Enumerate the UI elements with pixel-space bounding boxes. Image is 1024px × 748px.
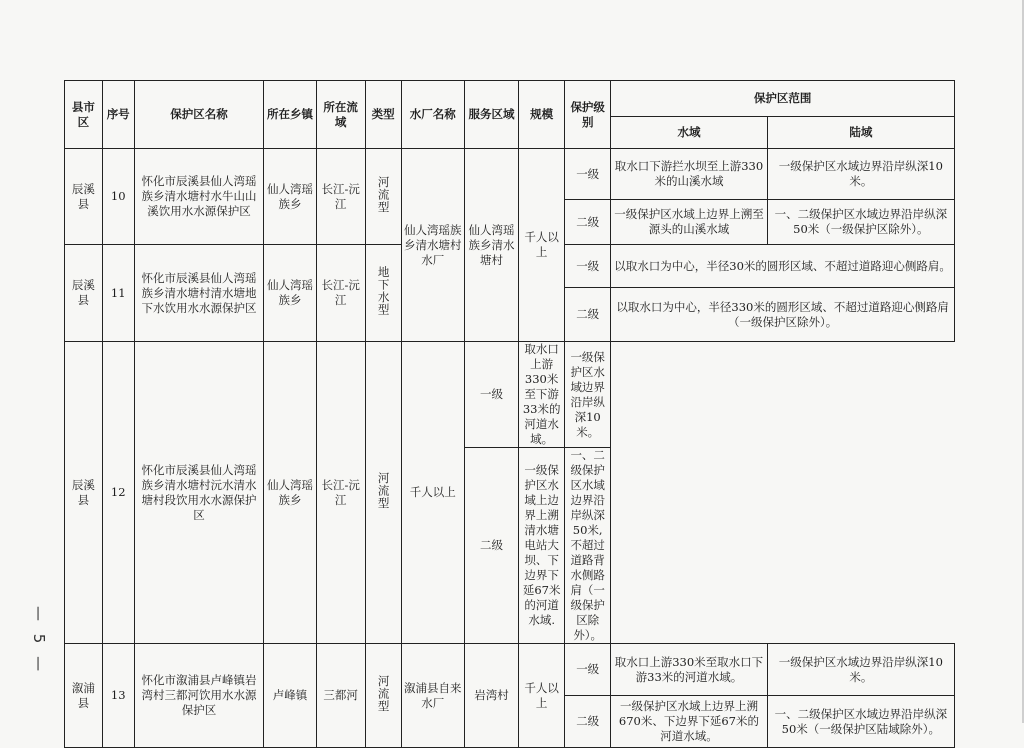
header-plant: 水厂名称: [401, 81, 464, 149]
name-cell: 怀化市辰溪县仙人湾瑶族乡清水塘村沅水清水塘村段饮用水水源保护区: [134, 342, 264, 644]
water-cell: 一级保护区水域上边界上溯670米、下边界下延67米的河道水域。: [611, 696, 768, 748]
header-seq: 序号: [102, 81, 134, 149]
water-cell: 一级保护区水域上边界上溯清水塘电站大坝、下边界下延67米的河道水域.: [519, 448, 565, 644]
header-level: 保护级别: [565, 81, 611, 149]
header-county: 县市区: [65, 81, 103, 149]
scale-cell: 千人以上: [519, 149, 565, 342]
land-cell: 一级保护区水域边界沿岸纵深10米。: [767, 644, 954, 696]
seq-cell: 12: [102, 342, 134, 644]
county-cell: 溆浦县: [65, 644, 103, 748]
water-cell: 取水口上游330米至取水口下游33米的河道水域。: [611, 644, 768, 696]
seq-cell: 10: [102, 149, 134, 245]
town-cell: 卢峰镇: [264, 644, 316, 748]
table-row: [65, 644, 955, 696]
name-cell: 怀化市辰溪县仙人湾瑶族乡清水塘村清水塘地下水饮用水水源保护区: [134, 245, 264, 342]
page-number: — 5 —: [30, 606, 48, 676]
land-cell: 一、二级保护区水域边界沿岸纵深50米（一级保护区除外）。: [767, 200, 954, 245]
protection-area-table: [64, 80, 955, 748]
town-cell: 仙人湾瑶族乡: [264, 245, 316, 342]
type-text: 河流型: [376, 175, 391, 214]
shared-plant-cell: 仙人湾瑶族乡清水塘村水厂: [401, 149, 464, 342]
merged-range-cell: 以取水口为中心，半径30米的圆形区域、不超过道路迎心侧路肩。: [611, 245, 955, 288]
level-cell: 二级: [464, 448, 518, 644]
water-cell: 一级保护区水域上边界上溯至源头的山溪水域: [611, 200, 768, 245]
level-cell: 二级: [565, 696, 611, 748]
seq-cell: 11: [102, 245, 134, 342]
water-cell: 取水口上游330米至下游33米的河道水域。: [519, 342, 565, 448]
header-land: 陆域: [767, 117, 954, 149]
basin-cell: 长江-沅江: [316, 245, 365, 342]
header-town: 所在乡镇: [264, 81, 316, 149]
type-cell: [365, 245, 401, 342]
seq-cell: 13: [102, 644, 134, 748]
header-type: 类型: [365, 81, 401, 149]
land-cell: 一级保护区水域边界沿岸纵深10米。: [565, 342, 611, 448]
type-cell: [365, 149, 401, 245]
service-cell: 岩湾村: [464, 644, 518, 748]
table-row: [65, 149, 955, 200]
type-cell: [365, 644, 401, 748]
town-cell: 仙人湾瑶族乡: [264, 149, 316, 245]
county-cell: 辰溪县: [65, 342, 103, 644]
level-cell: 二级: [565, 288, 611, 342]
type-text: 地下水型: [376, 266, 391, 316]
type-text: 河流型: [376, 674, 391, 713]
land-cell: 一级保护区水域边界沿岸纵深10米。: [767, 149, 954, 200]
header-range: 保护区范围: [611, 81, 955, 117]
level-cell: 一级: [464, 342, 518, 448]
county-cell: 辰溪县: [65, 149, 103, 245]
header-name: 保护区名称: [134, 81, 264, 149]
plant-cell: 溆浦县自来水厂: [401, 644, 464, 748]
basin-cell: 长江-沅江: [316, 342, 365, 644]
town-cell: 仙人湾瑶族乡: [264, 342, 316, 644]
land-cell: 一、二级保护区水域边界沿岸纵深50米,不超过道路背水侧路肩（一级保护区除外）。: [565, 448, 611, 644]
county-cell: 辰溪县: [65, 245, 103, 342]
type-text: 河流型: [376, 471, 391, 510]
header-water: 水域: [611, 117, 768, 149]
level-cell: 一级: [565, 644, 611, 696]
header-scale: 规模: [519, 81, 565, 149]
scale-cell: 千人以上: [401, 342, 464, 644]
level-cell: 二级: [565, 200, 611, 245]
header-row-1: [65, 81, 955, 117]
header-basin: 所在流域: [316, 81, 365, 149]
scale-cell: 千人以上: [519, 644, 565, 748]
basin-cell: 三都河: [316, 644, 365, 748]
basin-cell: 长江-沅江: [316, 149, 365, 245]
shared-service-cell: 仙人湾瑶族乡清水塘村: [464, 149, 518, 342]
level-cell: 一级: [565, 245, 611, 288]
type-cell: [365, 342, 401, 644]
table-row: [65, 342, 955, 448]
merged-range-cell: 以取水口为中心，半径330米的圆形区域、不超过道路迎心侧路肩（一级保护区除外）。: [611, 288, 955, 342]
land-cell: 一、二级保护区水域边界沿岸纵深50米（一级保护区陆域除外）。: [767, 696, 954, 748]
name-cell: 怀化市辰溪县仙人湾瑶族乡清水塘村水牛山山溪饮用水水源保护区: [134, 149, 264, 245]
name-cell: 怀化市溆浦县卢峰镇岩湾村三都河饮用水水源保护区: [134, 644, 264, 748]
water-cell: 取水口下游拦水坝至上游330米的山溪水域: [611, 149, 768, 200]
header-service: 服务区域: [464, 81, 518, 149]
level-cell: 一级: [565, 149, 611, 200]
